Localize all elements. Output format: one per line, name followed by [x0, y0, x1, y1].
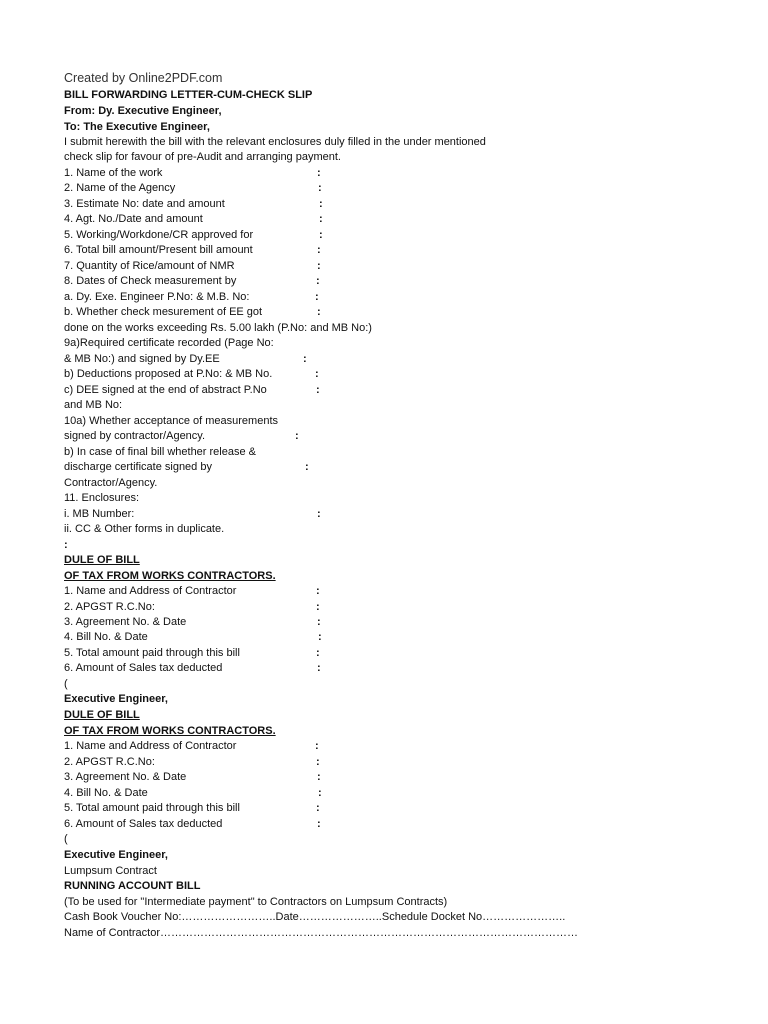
colon-mark: : — [317, 306, 321, 318]
schedule-item: 1. Name and Address of Contractor — [64, 740, 237, 752]
colon-mark: : — [317, 260, 321, 272]
colon-mark: : — [316, 601, 320, 613]
colon-mark: : — [319, 229, 323, 241]
open-paren: ( — [64, 833, 68, 845]
schedule-item: 4. Bill No. & Date — [64, 787, 148, 799]
signature-line: Executive Engineer, — [64, 849, 168, 861]
colon-mark: : — [317, 508, 321, 520]
check-item: 5. Working/Workdone/CR approved for — [64, 229, 254, 241]
schedule-item: 6. Amount of Sales tax deducted — [64, 662, 223, 674]
schedule-subtitle: OF TAX FROM WORKS CONTRACTORS. — [64, 725, 276, 737]
check-item: 1. Name of the work — [64, 167, 163, 179]
schedule-title: DULE OF BILL — [64, 554, 140, 566]
to-line: To: The Executive Engineer, — [64, 121, 210, 133]
colon-mark: : — [305, 461, 309, 473]
schedule-item: 4. Bill No. & Date — [64, 631, 148, 643]
check-item: 2. Name of the Agency — [64, 182, 176, 194]
lumpsum-label: Lumpsum Contract — [64, 865, 157, 877]
check-item: 11. Enclosures: — [64, 492, 140, 504]
colon-mark: : — [317, 244, 321, 256]
running-bill-note: (To be used for "Intermediate payment" to Contractors on Lumpsum Contracts) — [64, 896, 448, 908]
check-item: & MB No:) and signed by Dy.EE — [64, 353, 220, 365]
schedule-item: 5. Total amount paid through this bill — [64, 802, 240, 814]
schedule-item: 3. Agreement No. & Date — [64, 771, 187, 783]
schedule-subtitle: OF TAX FROM WORKS CONTRACTORS. — [64, 570, 276, 582]
check-item: b) Deductions proposed at P.No: & MB No. — [64, 368, 273, 380]
watermark: Created by Online2PDF.com — [64, 71, 223, 85]
check-item: 10a) Whether acceptance of measurements — [64, 415, 279, 427]
schedule-item: 1. Name and Address of Contractor — [64, 585, 237, 597]
check-item: i. MB Number: — [64, 508, 135, 520]
check-item: b) In case of final bill whether release & — [64, 446, 256, 458]
colon-mark: : — [316, 275, 320, 287]
signature-line: Executive Engineer, — [64, 693, 168, 705]
from-line: From: Dy. Executive Engineer, — [64, 105, 222, 117]
check-item: 3. Estimate No: date and amount — [64, 198, 225, 210]
check-item: 4. Agt. No./Date and amount — [64, 213, 203, 225]
check-item: ii. CC & Other forms in duplicate. — [64, 523, 225, 535]
intro-line-1: I submit herewith the bill with the relevant enclosures duly filled in the under mentioned — [64, 136, 486, 148]
colon-mark: : — [316, 647, 320, 659]
schedule-item: 5. Total amount paid through this bill — [64, 647, 240, 659]
check-item: b. Whether check mesurement of EE got — [64, 306, 263, 318]
colon-mark: : — [315, 740, 319, 752]
schedule-item: 3. Agreement No. & Date — [64, 616, 187, 628]
colon-mark: : — [317, 662, 321, 674]
colon-mark: : — [316, 756, 320, 768]
colon-mark: : — [318, 182, 322, 194]
colon-mark: : — [316, 384, 320, 396]
document-title: BILL FORWARDING LETTER-CUM-CHECK SLIP — [64, 89, 313, 101]
colon-mark: : — [64, 539, 68, 551]
check-item: 9a)Required certificate recorded (Page No: — [64, 337, 274, 349]
schedule-item: 2. APGST R.C.No: — [64, 756, 155, 768]
intro-line-2: check slip for favour of pre-Audit and arranging payment. — [64, 151, 341, 163]
colon-mark: : — [317, 616, 321, 628]
check-item: a. Dy. Exe. Engineer P.No: & M.B. No: — [64, 291, 250, 303]
check-item: 7. Quantity of Rice/amount of NMR — [64, 260, 235, 272]
contractor-line: Name of Contractor…………………………………………………………………………………………………… — [64, 927, 578, 939]
open-paren: ( — [64, 678, 68, 690]
colon-mark: : — [317, 771, 321, 783]
check-item: c) DEE signed at the end of abstract P.No — [64, 384, 267, 396]
colon-mark: : — [315, 368, 319, 380]
schedule-item: 2. APGST R.C.No: — [64, 601, 155, 613]
colon-mark: : — [319, 213, 323, 225]
schedule-item: 6. Amount of Sales tax deducted — [64, 818, 223, 830]
check-item: Contractor/Agency. — [64, 477, 158, 489]
schedule-title: DULE OF BILL — [64, 709, 140, 721]
colon-mark: : — [303, 353, 307, 365]
colon-mark: : — [295, 430, 299, 442]
colon-mark: : — [316, 585, 320, 597]
colon-mark: : — [316, 802, 320, 814]
voucher-line: Cash Book Voucher No:……………………..Date…………………..Schedule Docket No………………….. — [64, 911, 566, 923]
running-bill-title: RUNNING ACCOUNT BILL — [64, 880, 201, 892]
check-item: and MB No: — [64, 399, 123, 411]
check-item: discharge certificate signed by — [64, 461, 212, 473]
colon-mark: : — [315, 291, 319, 303]
check-item: 6. Total bill amount/Present bill amount — [64, 244, 253, 256]
check-item: signed by contractor/Agency. — [64, 430, 206, 442]
colon-mark: : — [318, 631, 322, 643]
colon-mark: : — [319, 198, 323, 210]
colon-mark: : — [317, 167, 321, 179]
colon-mark: : — [318, 787, 322, 799]
colon-mark: : — [317, 818, 321, 830]
check-item: done on the works exceeding Rs. 5.00 lakh (P.No: and MB No:) — [64, 322, 372, 334]
check-item: 8. Dates of Check measurement by — [64, 275, 237, 287]
